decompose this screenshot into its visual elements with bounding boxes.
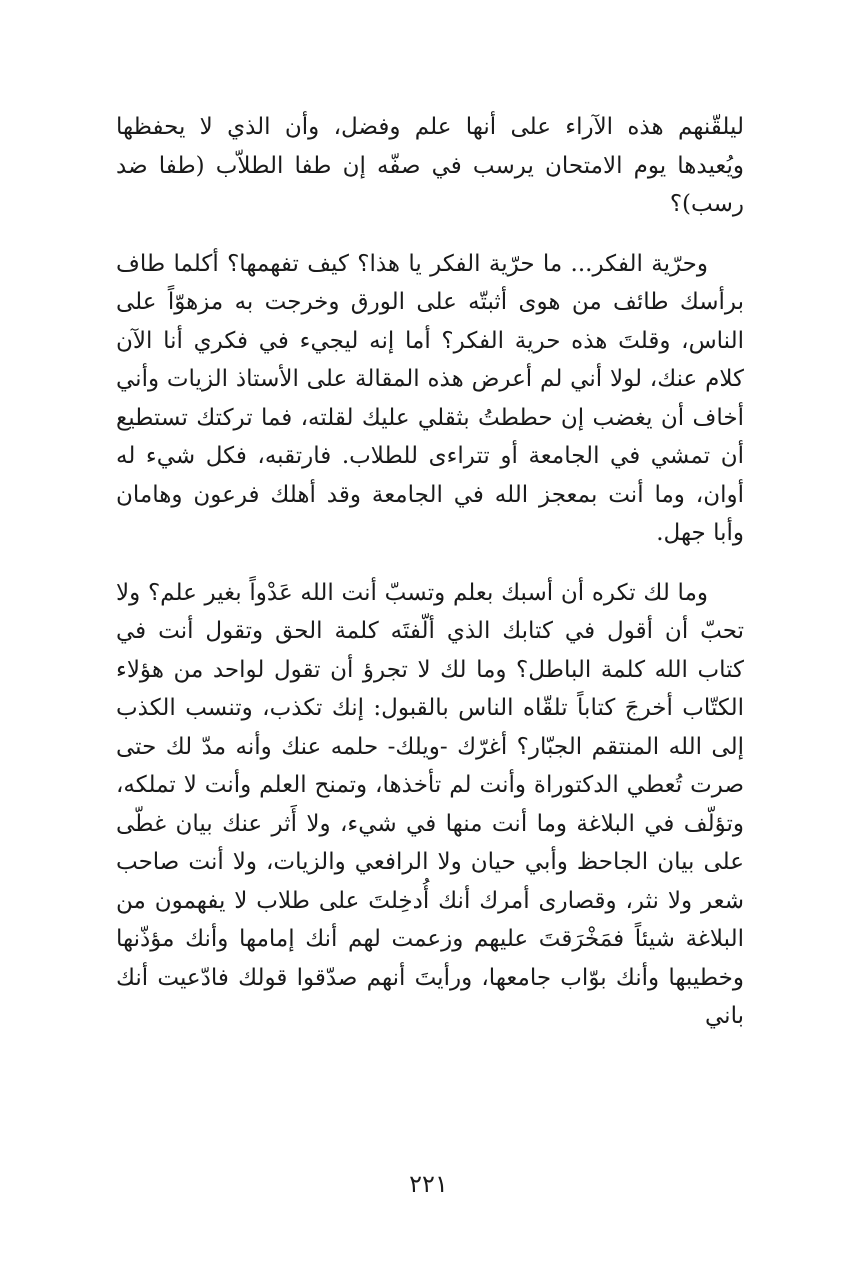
- body-text: [116, 108, 744, 1036]
- page-number: ٢٢١: [409, 1170, 448, 1198]
- paragraph-2: وحرّية الفكر... ما حرّية الفكر يا هذا؟ كيف تفهمها؟ أكلما طاف برأسك طائف من هوى أثبتّه على الورق وخرجت به مزهوّاً على الناس، وقلتَ هذه حرية الفكر؟ أما إنه ليجيء في فكري أنا الآن كلام عنك، لولا أني لم أعرض هذه المقالة على الأستاذ الزيات وأني أخاف أن يغضب إن حططتُ بثقلي عليك لقلته، فما تركتك تستطيع أن تمشي في الجامعة أو تتراءى للطلاب. فارتقبه، فكل شيء له أوان، وما أنت بمعجز الله في الجامعة وقد أهلك فرعون وهامان وأبا جهل.: [116, 250, 744, 546]
- paragraph-1: ليلقّنهم هذه الآراء على أنها علم وفضل، وأن الذي لا يحفظها ويُعيدها يوم الامتحان يرسب في صفّه إن طفا الطلاّب (طفا ضد رسب)؟: [116, 114, 744, 217]
- paragraph-3: وما لك تكره أن أسبك بعلم وتسبّ أنت الله عَدْواً بغير علم؟ ولا تحبّ أن أقول في كتابك الذي ألّفتَه كلمة الحق وتقول أنت في كتاب الله كلمة الباطل؟ وما لك لا تجرؤ أن تقول لواحد من هؤلاء الكتّاب أخرجَ كتاباً تلقّاه الناس بالقبول: إنك تكذب، وتنسب الكذب إلى الله المنتقم الجبّار؟ أغرّك -ويلك- حلمه عنك وأنه مدّ لك حتى صرت تُعطي الدكتوراة وأنت لم تأخذها، وتمنح العلم وأنت لا تملكه، وتؤلّف في البلاغة وما أنت منها في شيء، ولا أَثر عنك بيان غطّى على بيان الجاحظ وأبي حيان ولا الرافعي والزيات، ولا أنت صاحب شعر ولا نثر، وقصارى أمرك أنك أُدخِلتَ على طلاب لا يفهمون من البلاغة شيئاً فمَخْرَقتَ عليهم وزعمت لهم أنك إمامها وأنك مؤذّنها وخطيبها وأنك بوّاب جامعها، ورأيتَ أنهم صدّقوا قولك فادّعيت أنك باني: [116, 579, 744, 1029]
